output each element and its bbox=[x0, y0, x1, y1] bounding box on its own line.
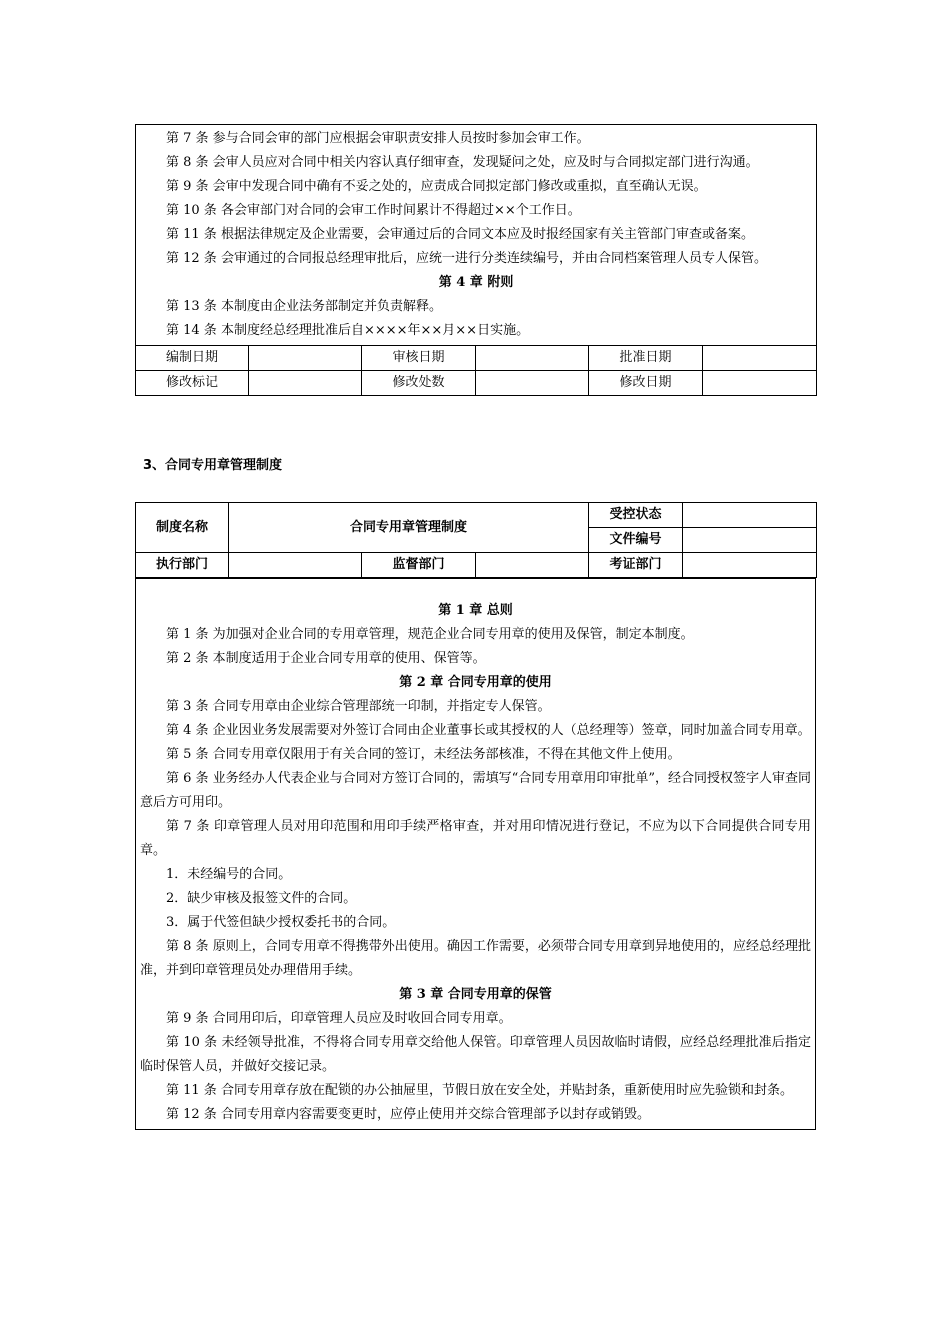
article-14: 第 14 条 本制度经总经理批准后自××××年××月××日实施。 bbox=[166, 323, 530, 338]
exec-dept-label: 执行部门 bbox=[136, 553, 229, 578]
article-8: 第 8 条 原则上，合同专用章不得携带外出使用。确因工作需要，必须带合同专用章到异地使用的，应经总经理批准，并到印章管理员处办理借用手续。 bbox=[140, 939, 811, 978]
chapter-heading: 第 1 章 总则 bbox=[438, 603, 513, 618]
article-7: 第 7 条 印章管理人员对用印范围和用印手续严格审查，并对用印情况进行登记，不应为以下合同提供合同专用章。 bbox=[140, 819, 811, 858]
article-10: 第 10 条 各会审部门对合同的会审工作时间累计不得超过××个工作日。 bbox=[166, 203, 581, 218]
regulation-name-label: 制度名称 bbox=[136, 503, 229, 553]
review-date-value bbox=[476, 346, 589, 371]
revision-mark-value bbox=[249, 371, 362, 396]
article-5: 第 5 条 合同专用章仅限用于有关合同的签订，未经法务部核准，不得在其他文件上使用。 bbox=[166, 747, 681, 762]
doc-number-label: 文件编号 bbox=[589, 528, 683, 553]
article-1: 第 1 条 为加强对企业合同的专用章管理，规范企业合同专用章的使用及保管，制定本制度。 bbox=[166, 627, 694, 642]
article-4: 第 4 条 企业因业务发展需要对外签订合同由企业董事长或其授权的人（总经理等）签章，同时加盖合同专用章。 bbox=[166, 723, 811, 738]
doc-number-value bbox=[683, 528, 817, 553]
chapter-heading: 第 2 章 合同专用章的使用 bbox=[399, 675, 552, 690]
article-9: 第 9 条 会审中发现合同中确有不妥之处的，应责成合同拟定部门修改或重拟，直至确认无误。 bbox=[166, 179, 707, 194]
approve-date-label: 批准日期 bbox=[589, 346, 703, 371]
revision-date-label: 修改日期 bbox=[589, 371, 703, 396]
seal-regulation-body bbox=[136, 579, 816, 1130]
supervise-dept-value bbox=[476, 553, 589, 578]
revision-place-value bbox=[476, 371, 589, 396]
regulation-body-table bbox=[135, 578, 816, 1130]
chapter-heading: 第 4 章 附则 bbox=[438, 275, 514, 290]
article-3: 第 3 条 合同专用章由企业综合管理部统一印制，并指定专人保管。 bbox=[166, 699, 551, 714]
article-2: 第 2 条 本制度适用于企业合同专用章的使用、保管等。 bbox=[166, 651, 486, 666]
list-item: 1．未经编号的合同。 bbox=[166, 867, 292, 882]
chapter-heading: 第 3 章 合同专用章的保管 bbox=[399, 987, 552, 1002]
article-7: 第 7 条 参与合同会审的部门应根据会审职责安排人员按时参加会审工作。 bbox=[166, 131, 590, 146]
article-8: 第 8 条 会审人员应对合同中相关内容认真仔细审查，发现疑问之处，应及时与合同拟定部门进行沟通。 bbox=[166, 155, 759, 170]
regulation-body bbox=[136, 125, 817, 346]
article-9: 第 9 条 合同用印后，印章管理人员应及时收回合同专用章。 bbox=[166, 1011, 512, 1026]
article-11: 第 11 条 合同专用章存放在配锁的办公抽屉里，节假日放在安全处，并贴封条，重新使用时应先验锁和封条。 bbox=[166, 1083, 793, 1098]
revision-place-label: 修改处数 bbox=[362, 371, 476, 396]
article-11: 第 11 条 根据法律规定及企业需要，会审通过后的合同文本应及时报经国家有关主管部门审查或备案。 bbox=[166, 227, 754, 242]
regulation-name-value: 合同专用章管理制度 bbox=[229, 503, 589, 553]
verify-dept-value bbox=[683, 553, 817, 578]
supervise-dept-label: 监督部门 bbox=[362, 553, 476, 578]
revision-date-value bbox=[703, 371, 817, 396]
revision-mark-label: 修改标记 bbox=[136, 371, 249, 396]
approve-date-value bbox=[703, 346, 817, 371]
regulation-header-table bbox=[135, 502, 817, 578]
control-status-value bbox=[683, 503, 817, 528]
section-title: 3、合同专用章管理制度 bbox=[143, 458, 283, 473]
article-10: 第 10 条 未经领导批准，不得将合同专用章交给他人保管。印章管理人员因故临时请假，应经总经理批准后指定临时保管人员，并做好交接记录。 bbox=[140, 1035, 811, 1074]
regulation-table-continued bbox=[135, 124, 817, 396]
list-item: 3．属于代签但缺少授权委托书的合同。 bbox=[166, 915, 396, 930]
verify-dept-label: 考证部门 bbox=[589, 553, 683, 578]
exec-dept-value bbox=[229, 553, 362, 578]
compile-date-label: 编制日期 bbox=[136, 346, 249, 371]
article-13: 第 13 条 本制度由企业法务部制定并负责解释。 bbox=[166, 299, 442, 314]
compile-date-value bbox=[249, 346, 362, 371]
article-12: 第 12 条 合同专用章内容需要变更时，应停止使用并交综合管理部予以封存或销毁。 bbox=[166, 1107, 650, 1122]
article-6: 第 6 条 业务经办人代表企业与合同对方签订合同的，需填写“合同专用章用印审批单”，经合同授权签字人审查同意后方可用印。 bbox=[140, 771, 811, 810]
article-12: 第 12 条 会审通过的合同报总经理审批后，应统一进行分类连续编号，并由合同档案管理人员专人保管。 bbox=[166, 251, 767, 266]
control-status-label: 受控状态 bbox=[589, 503, 683, 528]
list-item: 2．缺少审核及报签文件的合同。 bbox=[166, 891, 357, 906]
review-date-label: 审核日期 bbox=[362, 346, 476, 371]
